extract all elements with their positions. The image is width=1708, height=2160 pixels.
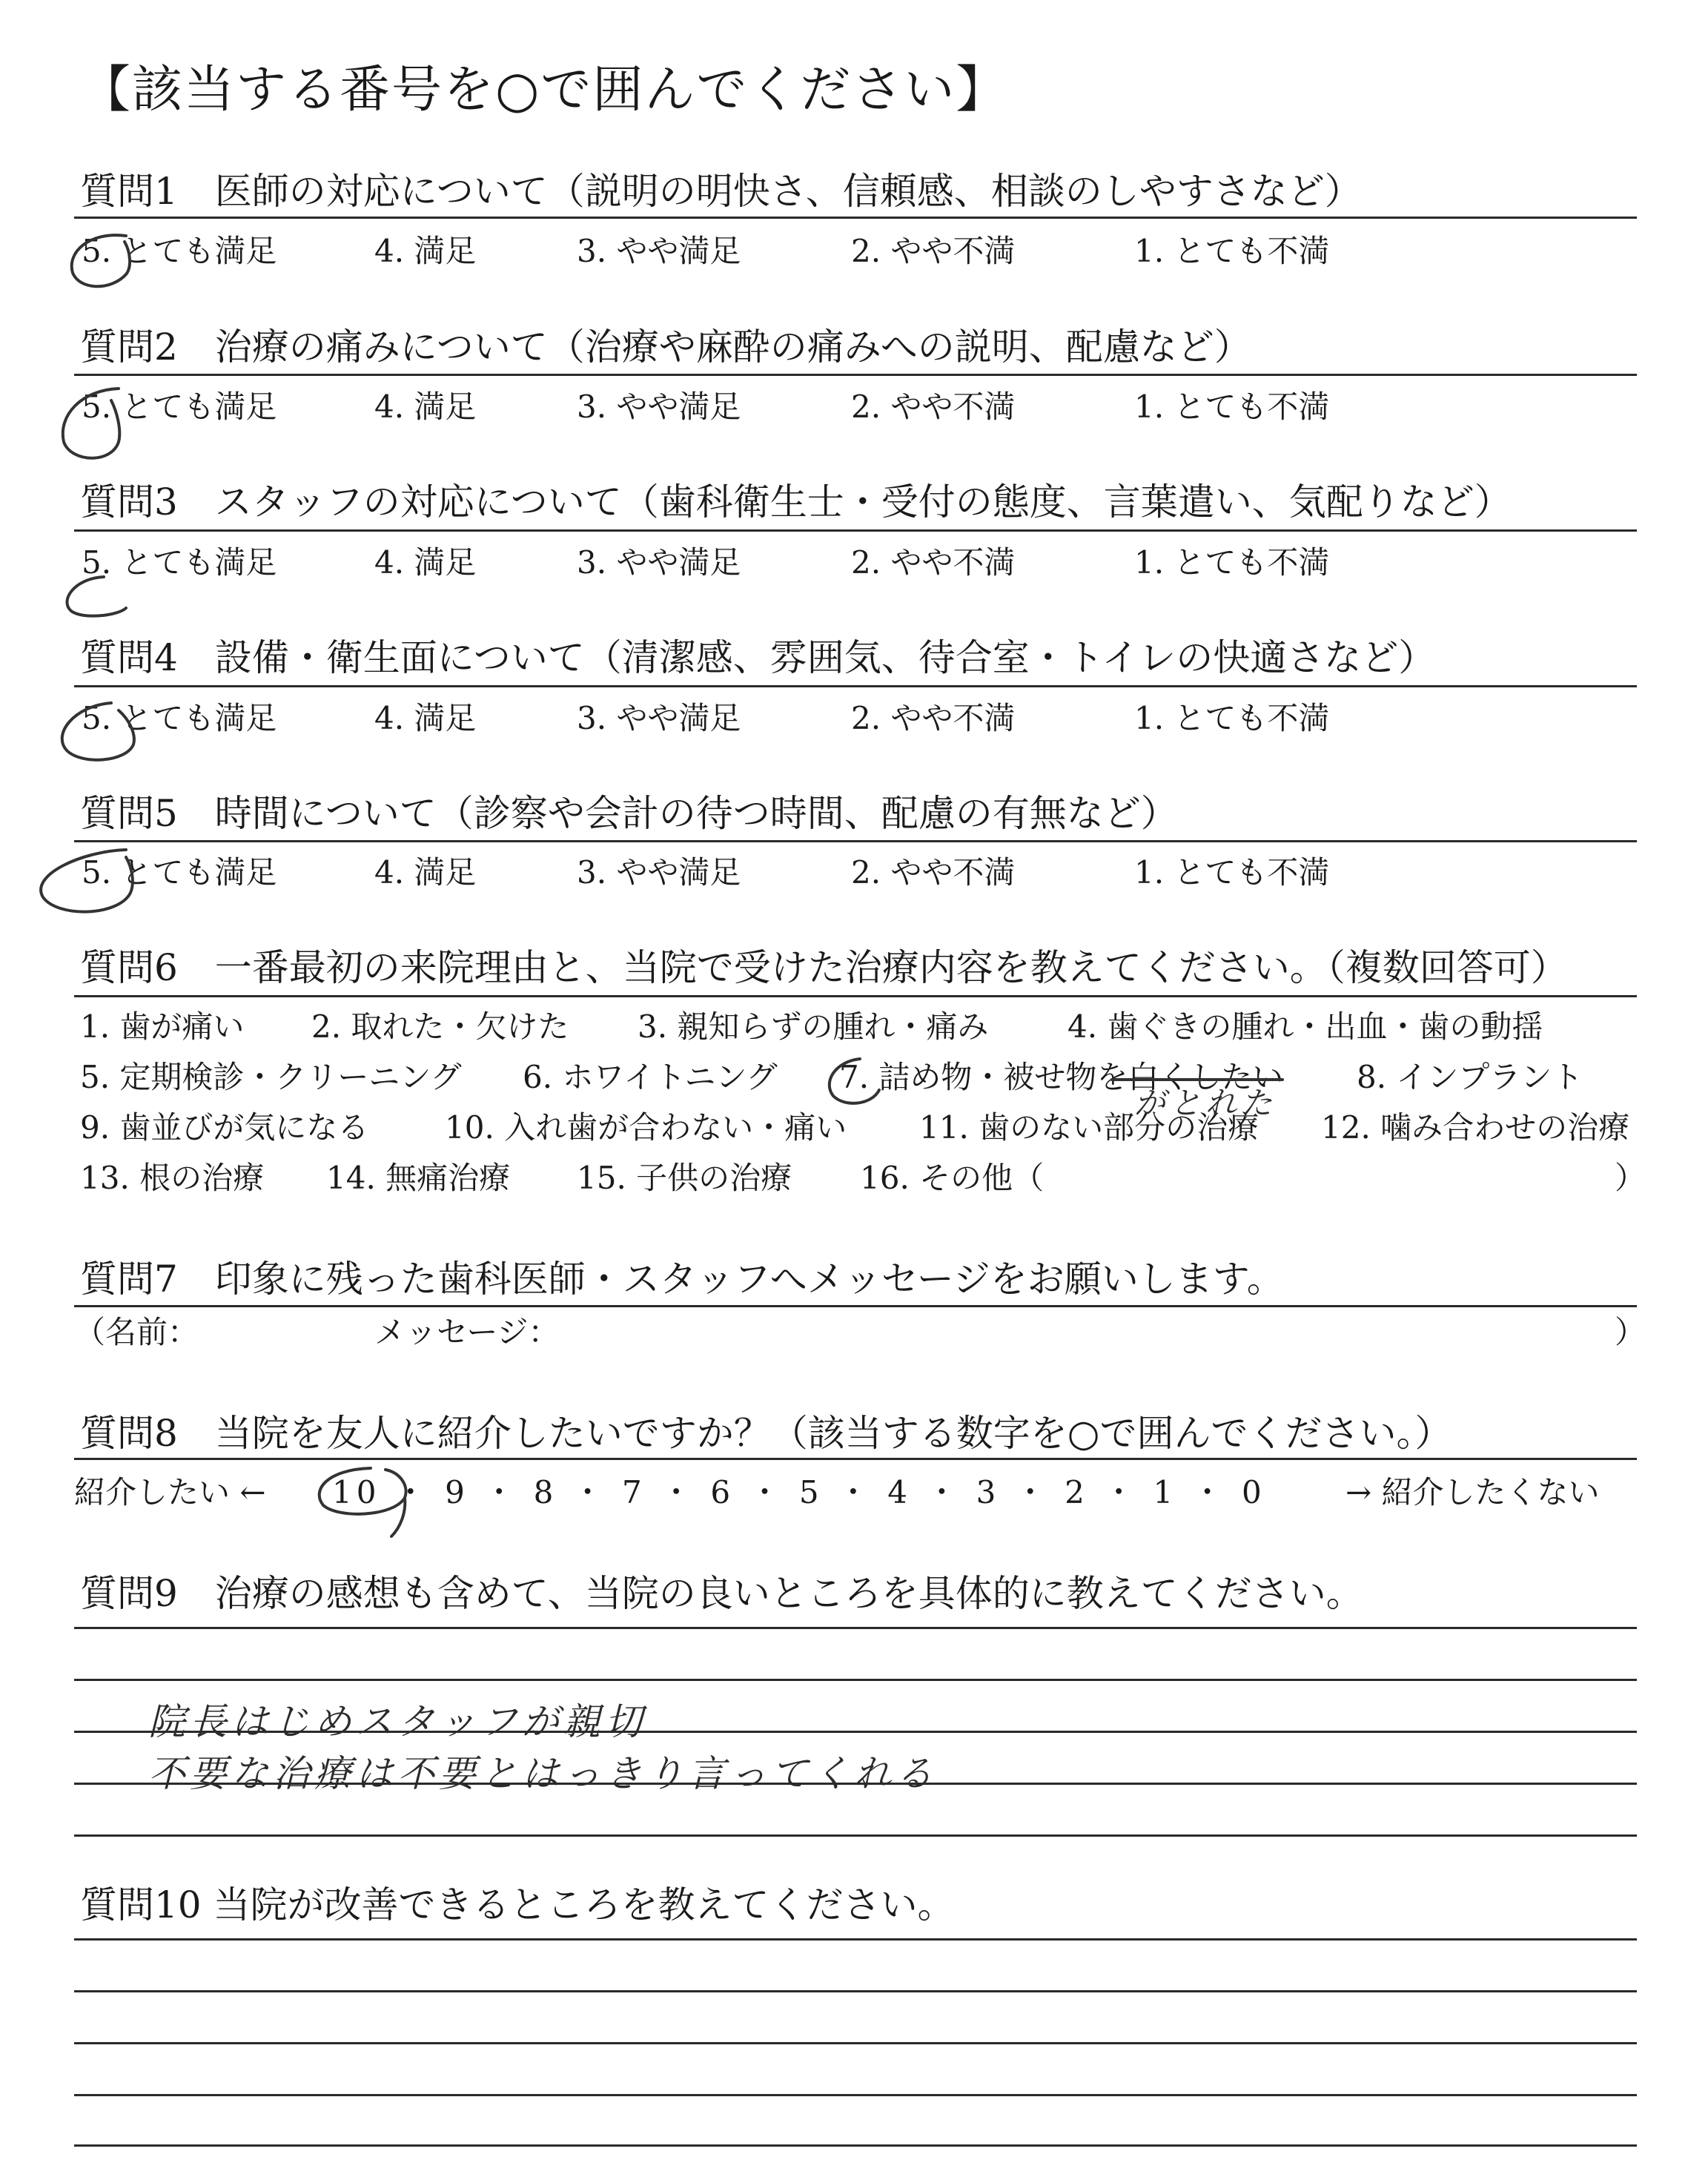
rule-line — [74, 529, 1637, 532]
answer-line — [74, 1627, 1637, 1629]
q6-option-14[interactable]: 14. 無痛治療 — [326, 1160, 511, 1196]
q6-other-close-paren: ） — [1615, 1160, 1646, 1196]
q2-option-1[interactable]: 1. とても不満 — [1134, 389, 1330, 425]
q4-option-1[interactable]: 1. とても不満 — [1134, 700, 1330, 736]
rule-line — [74, 374, 1637, 376]
q4-option-5[interactable]: 5. とても満足 — [82, 700, 277, 736]
rule-line — [74, 685, 1637, 687]
q4-option-3[interactable]: 3. やや満足 — [577, 700, 741, 736]
q5-option-4[interactable]: 4. 満足 — [374, 854, 477, 891]
q3-option-3[interactable]: 3. やや満足 — [577, 544, 741, 581]
page-title: 【該当する番号を○で囲んでください】 — [80, 61, 1008, 119]
rule-line — [74, 217, 1637, 219]
q8-right-label: → 紹介したくない — [1345, 1474, 1600, 1510]
q6-option-1[interactable]: 1. 歯が痛い — [80, 1008, 245, 1045]
q2-option-2[interactable]: 2. やや不満 — [851, 389, 1016, 425]
question-4-title: 質問4 設備・衛生面について（清潔感、雰囲気、待合室・トイレの快適さなど） — [80, 636, 1436, 679]
q6-option-6[interactable]: 6. ホワイトニング — [523, 1059, 778, 1095]
q2-option-3[interactable]: 3. やや満足 — [577, 389, 741, 425]
q7-message-label: メッセージ： — [374, 1314, 560, 1350]
rule-line — [74, 995, 1637, 997]
q8-left-label: 紹介したい ← — [74, 1474, 266, 1510]
q6-handwritten-note: がとれた — [1134, 1085, 1277, 1121]
q7-name-label: （名前： — [74, 1314, 199, 1350]
rule-line — [74, 1305, 1637, 1307]
question-5-title: 質問5 時間について（診察や会計の待つ時間、配慮の有無など） — [80, 792, 1178, 835]
q6-option-5[interactable]: 5. 定期検診・クリーニング — [80, 1059, 462, 1095]
q1-option-5[interactable]: 5. とても満足 — [82, 233, 277, 269]
answer-line — [74, 2094, 1637, 2096]
q3-option-1[interactable]: 1. とても不満 — [1134, 544, 1330, 581]
q6-option-8[interactable]: 8. インプラント — [1357, 1059, 1583, 1095]
q6-option-13[interactable]: 13. 根の治療 — [80, 1160, 265, 1196]
q1-option-4[interactable]: 4. 満足 — [374, 233, 477, 269]
q7-close-paren: ） — [1615, 1314, 1646, 1350]
answer-line — [74, 1938, 1637, 1941]
q6-option-11[interactable]: 11. 歯のない部分の治療 — [919, 1109, 1260, 1146]
q3-option-4[interactable]: 4. 満足 — [374, 544, 477, 581]
q4-option-4[interactable]: 4. 満足 — [374, 700, 477, 736]
q1-option-2[interactable]: 2. やや不満 — [851, 233, 1016, 269]
answer-line — [74, 1990, 1637, 1992]
q5-option-2[interactable]: 2. やや不満 — [851, 854, 1016, 891]
answer-line — [74, 2042, 1637, 2044]
question-6-title: 質問6 一番最初の来院理由と、当院で受けた治療内容を教えてください。（複数回答可） — [80, 946, 1568, 989]
answer-line — [74, 1834, 1637, 1837]
q5-option-1[interactable]: 1. とても不満 — [1134, 854, 1330, 891]
q6-option-4[interactable]: 4. 歯ぐきの腫れ・出血・歯の動揺 — [1068, 1008, 1543, 1045]
q2-option-5[interactable]: 5. とても満足 — [82, 389, 277, 425]
q4-option-2[interactable]: 2. やや不満 — [851, 700, 1016, 736]
question-2-title: 質問2 治療の痛みについて（治療や麻酔の痛みへの説明、配慮など） — [80, 326, 1251, 369]
question-7-title: 質問7 印象に残った歯科医師・スタッフへメッセージをお願いします。 — [80, 1258, 1284, 1301]
q8-scale[interactable]: 10 ・ 9 ・ 8 ・ 7 ・ 6 ・ 5 ・ 4 ・ 3 ・ 2 ・ 1 ・ 0 — [332, 1474, 1266, 1510]
q6-option-2[interactable]: 2. 取れた・欠けた — [311, 1008, 569, 1045]
circle-mark-q3 — [67, 577, 126, 616]
q6-option-16[interactable]: 16. その他（ — [860, 1160, 1045, 1196]
rule-line — [74, 1458, 1637, 1460]
question-1-title: 質問1 医師の対応について（説明の明快さ、信頼感、相談のしやすさなど） — [80, 170, 1362, 213]
rule-line — [74, 840, 1637, 842]
q6-option-7[interactable]: 7. 詰め物・被せ物を白くしたい — [839, 1059, 1284, 1095]
q6-option-10[interactable]: 10. 入れ歯が合わない・痛い — [445, 1109, 847, 1146]
question-10-title: 質問10 当院が改善できるところを教えてください。 — [80, 1883, 955, 1926]
q3-option-2[interactable]: 2. やや不満 — [851, 544, 1016, 581]
question-9-title: 質問9 治療の感想も含めて、当院の良いところを具体的に教えてください。 — [80, 1572, 1363, 1615]
answer-line — [74, 2144, 1637, 2147]
q9-answer-line-2: 不要な治療は不要とはっきり言ってくれる — [148, 1752, 937, 1795]
q1-option-1[interactable]: 1. とても不満 — [1134, 233, 1330, 269]
question-8-title: 質問8 当院を友人に紹介したいですか？（該当する数字を○で囲んでください。） — [80, 1412, 1452, 1455]
answer-line — [74, 1679, 1637, 1681]
q3-option-5[interactable]: 5. とても満足 — [82, 544, 277, 581]
q5-option-5[interactable]: 5. とても満足 — [82, 854, 277, 891]
q6-option-9[interactable]: 9. 歯並びが気になる — [80, 1109, 369, 1146]
q9-answer-line-1: 院長はじめスタッフが親切 — [148, 1700, 646, 1743]
q6-option-3[interactable]: 3. 親知らずの腫れ・痛み — [638, 1008, 989, 1045]
q1-option-3[interactable]: 3. やや満足 — [577, 233, 741, 269]
q6-option-12[interactable]: 12. 噛み合わせの治療 — [1321, 1109, 1630, 1146]
q6-option-15[interactable]: 15. 子供の治療 — [577, 1160, 792, 1196]
question-3-title: 質問3 スタッフの対応について（歯科衛生士・受付の態度、言葉遣い、気配りなど） — [80, 480, 1512, 524]
q5-option-3[interactable]: 3. やや満足 — [577, 854, 741, 891]
q2-option-4[interactable]: 4. 満足 — [374, 389, 477, 425]
